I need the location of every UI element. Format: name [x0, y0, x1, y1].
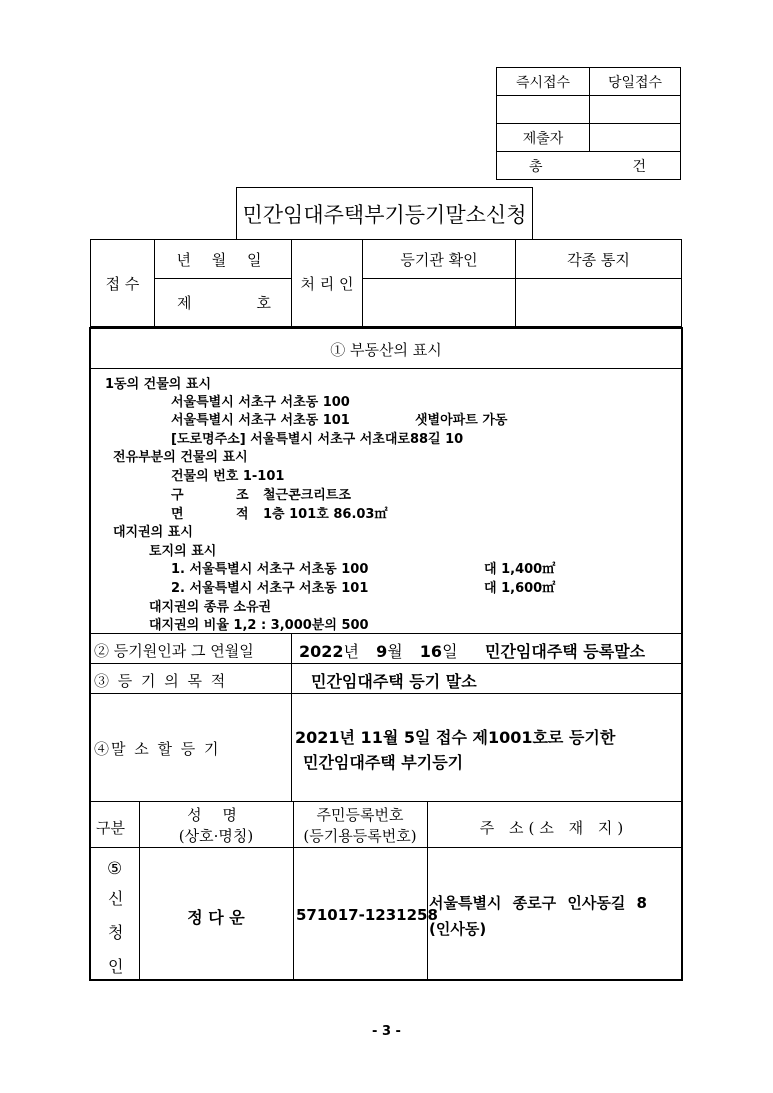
total-prefix: 총 — [529, 158, 543, 175]
receipt-box — [496, 67, 681, 180]
divider — [91, 847, 681, 848]
registrar-check-label: 등기관 확인 — [363, 240, 516, 279]
property-line: 전유부분의 건물의 표시 — [113, 450, 248, 465]
page-number: - 3 - — [372, 1024, 401, 1039]
immediate-receipt-cell — [497, 96, 590, 124]
id-header-2: (등기용등록번호) — [303, 827, 417, 845]
address-header: 주 소(소 재 지) — [479, 819, 629, 837]
property-line: 1동의 건물의 표시 — [105, 377, 212, 392]
property-line: 구 — [171, 488, 184, 503]
divider — [91, 633, 681, 634]
property-line: 2. 서울특별시 서초구 서초동 101 — [171, 581, 369, 596]
name-header-2: (상호·명칭) — [178, 827, 254, 845]
submitter-label: 제출자 — [497, 124, 590, 152]
cause-label: ② 등기원인과 그 연월일 — [94, 642, 254, 660]
property-line: 면 — [171, 507, 184, 522]
property-line: 건물의 번호 1-101 — [171, 469, 285, 484]
notices-label: 각종 통지 — [516, 240, 682, 279]
date-label: 년 월 일 — [155, 240, 292, 279]
total-suffix: 건 — [632, 158, 646, 175]
applicant-side-3: 청 — [108, 923, 124, 942]
submitter-cell — [590, 124, 681, 152]
divider — [91, 663, 681, 664]
id-header-1: 주민등록번호 — [316, 806, 404, 824]
divider — [91, 693, 681, 694]
property-line: 1. 서울특별시 서초구 서초동 100 — [171, 562, 369, 577]
property-header: ① 부동산의 표시 — [330, 341, 442, 359]
property-line: 토지의 표시 — [149, 544, 217, 559]
cause-year: 2022 — [299, 642, 344, 661]
property-line: 서울특별시 서초구 서초동 101 — [171, 413, 350, 428]
property-line: 철근콘크리트조 — [263, 488, 351, 503]
immediate-receipt-label: 즉시접수 — [497, 68, 590, 96]
applicant-side-1: ⑤ — [107, 859, 123, 879]
number-prefix: 제 — [177, 294, 192, 312]
cancel-line-2: 민간임대주택 부기등기 — [303, 753, 464, 772]
divider — [91, 801, 681, 802]
property-line: [도로명주소] 서울특별시 서초구 서초대로88길 10 — [171, 432, 464, 447]
number-suffix: 호 — [256, 294, 271, 312]
cancel-label: ④말 소 할 등 기 — [94, 740, 221, 758]
day-unit: 일 — [442, 642, 458, 661]
property-line: 조 — [236, 488, 249, 503]
name-header-1: 성 명 — [187, 806, 245, 824]
applicant-name: 정 다 운 — [187, 908, 245, 927]
property-line: 서울특별시 서초구 서초동 100 — [171, 395, 350, 410]
property-line: 샛별아파트 가동 — [415, 413, 508, 428]
cause-content: 민간임대주택 등록말소 — [485, 642, 646, 661]
applicant-address-1: 서울특별시 종로구 인사동길 8 — [429, 894, 647, 912]
property-line: 대지권의 비율 1,2 : 3,000분의 500 — [149, 618, 369, 633]
purpose-label: ③ 등 기 의 목 적 — [94, 672, 228, 690]
applicant-address-2: (인사동) — [429, 920, 487, 938]
cause-date — [299, 639, 458, 662]
property-line: 대 1,400㎡ — [484, 562, 556, 577]
total-count-cell — [497, 152, 681, 180]
same-day-receipt-cell — [590, 96, 681, 124]
same-day-receipt-label: 당일접수 — [590, 68, 681, 96]
registrar-check-cell — [363, 279, 516, 327]
notices-cell — [516, 279, 682, 327]
processor-label: 처 리 인 — [292, 240, 363, 327]
kind-header: 구분 — [96, 819, 125, 837]
divider — [91, 368, 681, 369]
property-line: 대지권의 표시 — [113, 525, 193, 540]
applicant-side-4: 인 — [108, 957, 124, 976]
divider — [291, 693, 292, 801]
cancel-line-1: 2021년 11월 5일 접수 제1001호로 등기한 — [295, 728, 616, 747]
cause-month: 9 — [376, 642, 388, 661]
property-line: 1층 101호 86.03㎡ — [263, 507, 388, 522]
property-line: 적 — [236, 507, 249, 522]
property-line: 대 1,600㎡ — [484, 581, 556, 596]
number-cell — [155, 279, 292, 327]
document-title: 민간임대주택부기등기말소신청 — [236, 187, 533, 240]
month-unit: 월 — [387, 642, 403, 661]
applicant-side-2: 신 — [108, 889, 124, 908]
reception-table — [90, 239, 682, 327]
application-body — [89, 327, 683, 981]
property-line: 대지권의 종류 소유권 — [149, 600, 272, 615]
year-unit: 년 — [343, 642, 359, 661]
applicant-id: 571017-1231258 — [296, 906, 438, 924]
cause-day: 16 — [419, 642, 443, 661]
reception-label: 접 수 — [91, 240, 155, 327]
purpose-content: 민간임대주택 등기 말소 — [311, 672, 477, 691]
